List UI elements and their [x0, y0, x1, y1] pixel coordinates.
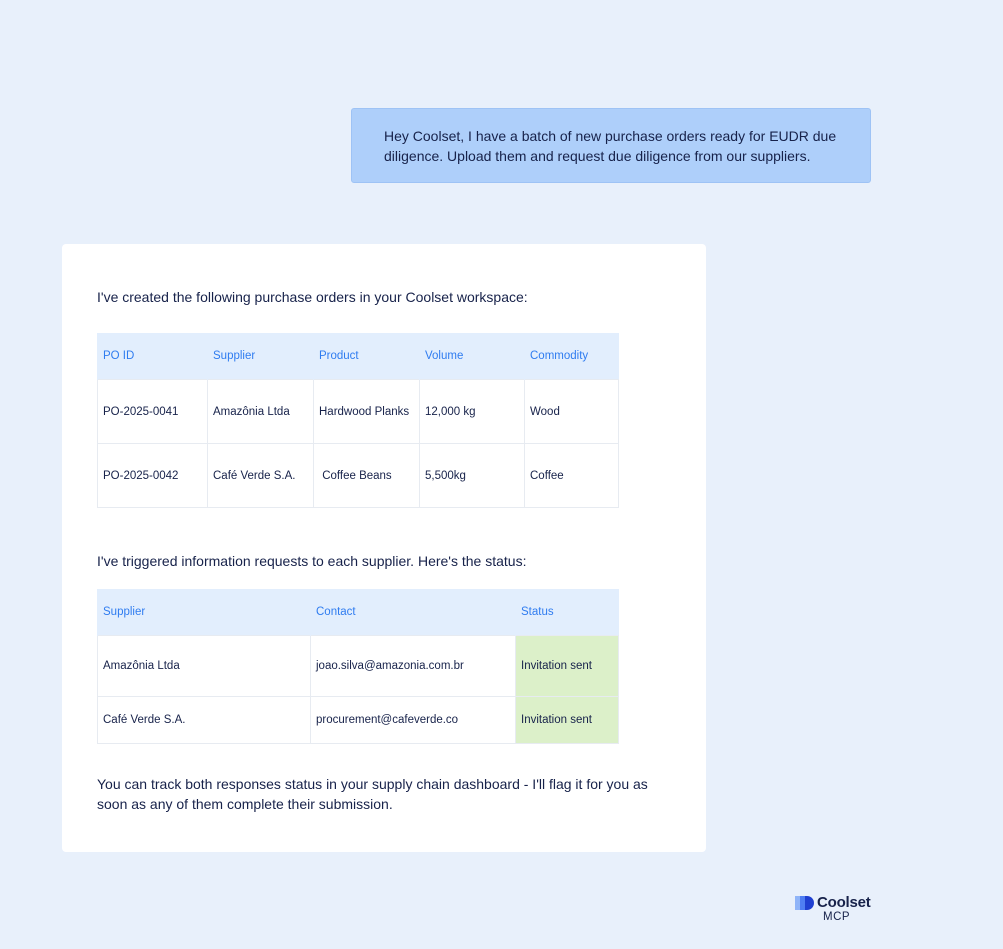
header-status: Status	[516, 589, 619, 636]
header-contact: Contact	[311, 589, 516, 636]
status-badge: Invitation sent	[516, 636, 619, 697]
table-row	[98, 380, 619, 444]
cell-product: Hardwood Planks	[314, 380, 420, 444]
status-intro-text: I've triggered information requests to each supplier. Here's the status:	[97, 553, 527, 569]
cell-volume: 12,000 kg	[420, 380, 525, 444]
cell-po-id: PO-2025-0041	[98, 380, 208, 444]
cell-commodity: Wood	[525, 380, 619, 444]
cell-commodity: Coffee	[525, 444, 619, 508]
header-supplier: Supplier	[98, 589, 311, 636]
table-row	[98, 636, 619, 697]
header-po-id: PO ID	[98, 333, 208, 380]
supplier-status-table	[97, 589, 619, 744]
table-header-row	[98, 333, 619, 380]
po-intro-text: I've created the following purchase orders in your Coolset workspace:	[97, 289, 528, 305]
status-badge: Invitation sent	[516, 697, 619, 744]
header-volume: Volume	[420, 333, 525, 380]
cell-contact: joao.silva@amazonia.com.br	[311, 636, 516, 697]
cell-supplier: Café Verde S.A.	[98, 697, 311, 744]
assistant-response-card	[62, 244, 706, 852]
user-message-bubble	[351, 108, 871, 183]
header-commodity: Commodity	[525, 333, 619, 380]
cell-supplier: Amazônia Ltda	[208, 380, 314, 444]
cell-supplier: Café Verde S.A.	[208, 444, 314, 508]
user-message-text: Hey Coolset, I have a batch of new purchase orders ready for EUDR due diligence. Upload them and request due diligence from our suppliers.	[384, 128, 837, 164]
cell-volume: 5,500kg	[420, 444, 525, 508]
table-row	[98, 444, 619, 508]
purchase-orders-table	[97, 333, 619, 508]
logo-name: Coolset	[817, 894, 871, 911]
cell-po-id: PO-2025-0042	[98, 444, 208, 508]
table-header-row	[98, 589, 619, 636]
cell-contact: procurement@cafeverde.co	[311, 697, 516, 744]
header-product: Product	[314, 333, 420, 380]
table-row	[98, 697, 619, 744]
header-supplier: Supplier	[208, 333, 314, 380]
cell-product: Coffee Beans	[314, 444, 420, 508]
coolset-logo-icon	[795, 896, 815, 910]
coolset-logo	[795, 895, 875, 927]
logo-subtitle: MCP	[823, 911, 851, 923]
cell-supplier: Amazônia Ltda	[98, 636, 311, 697]
closing-text: You can track both responses status in your supply chain dashboard - I'll flag it for you as soon as any of them complete their submission.	[97, 776, 648, 812]
